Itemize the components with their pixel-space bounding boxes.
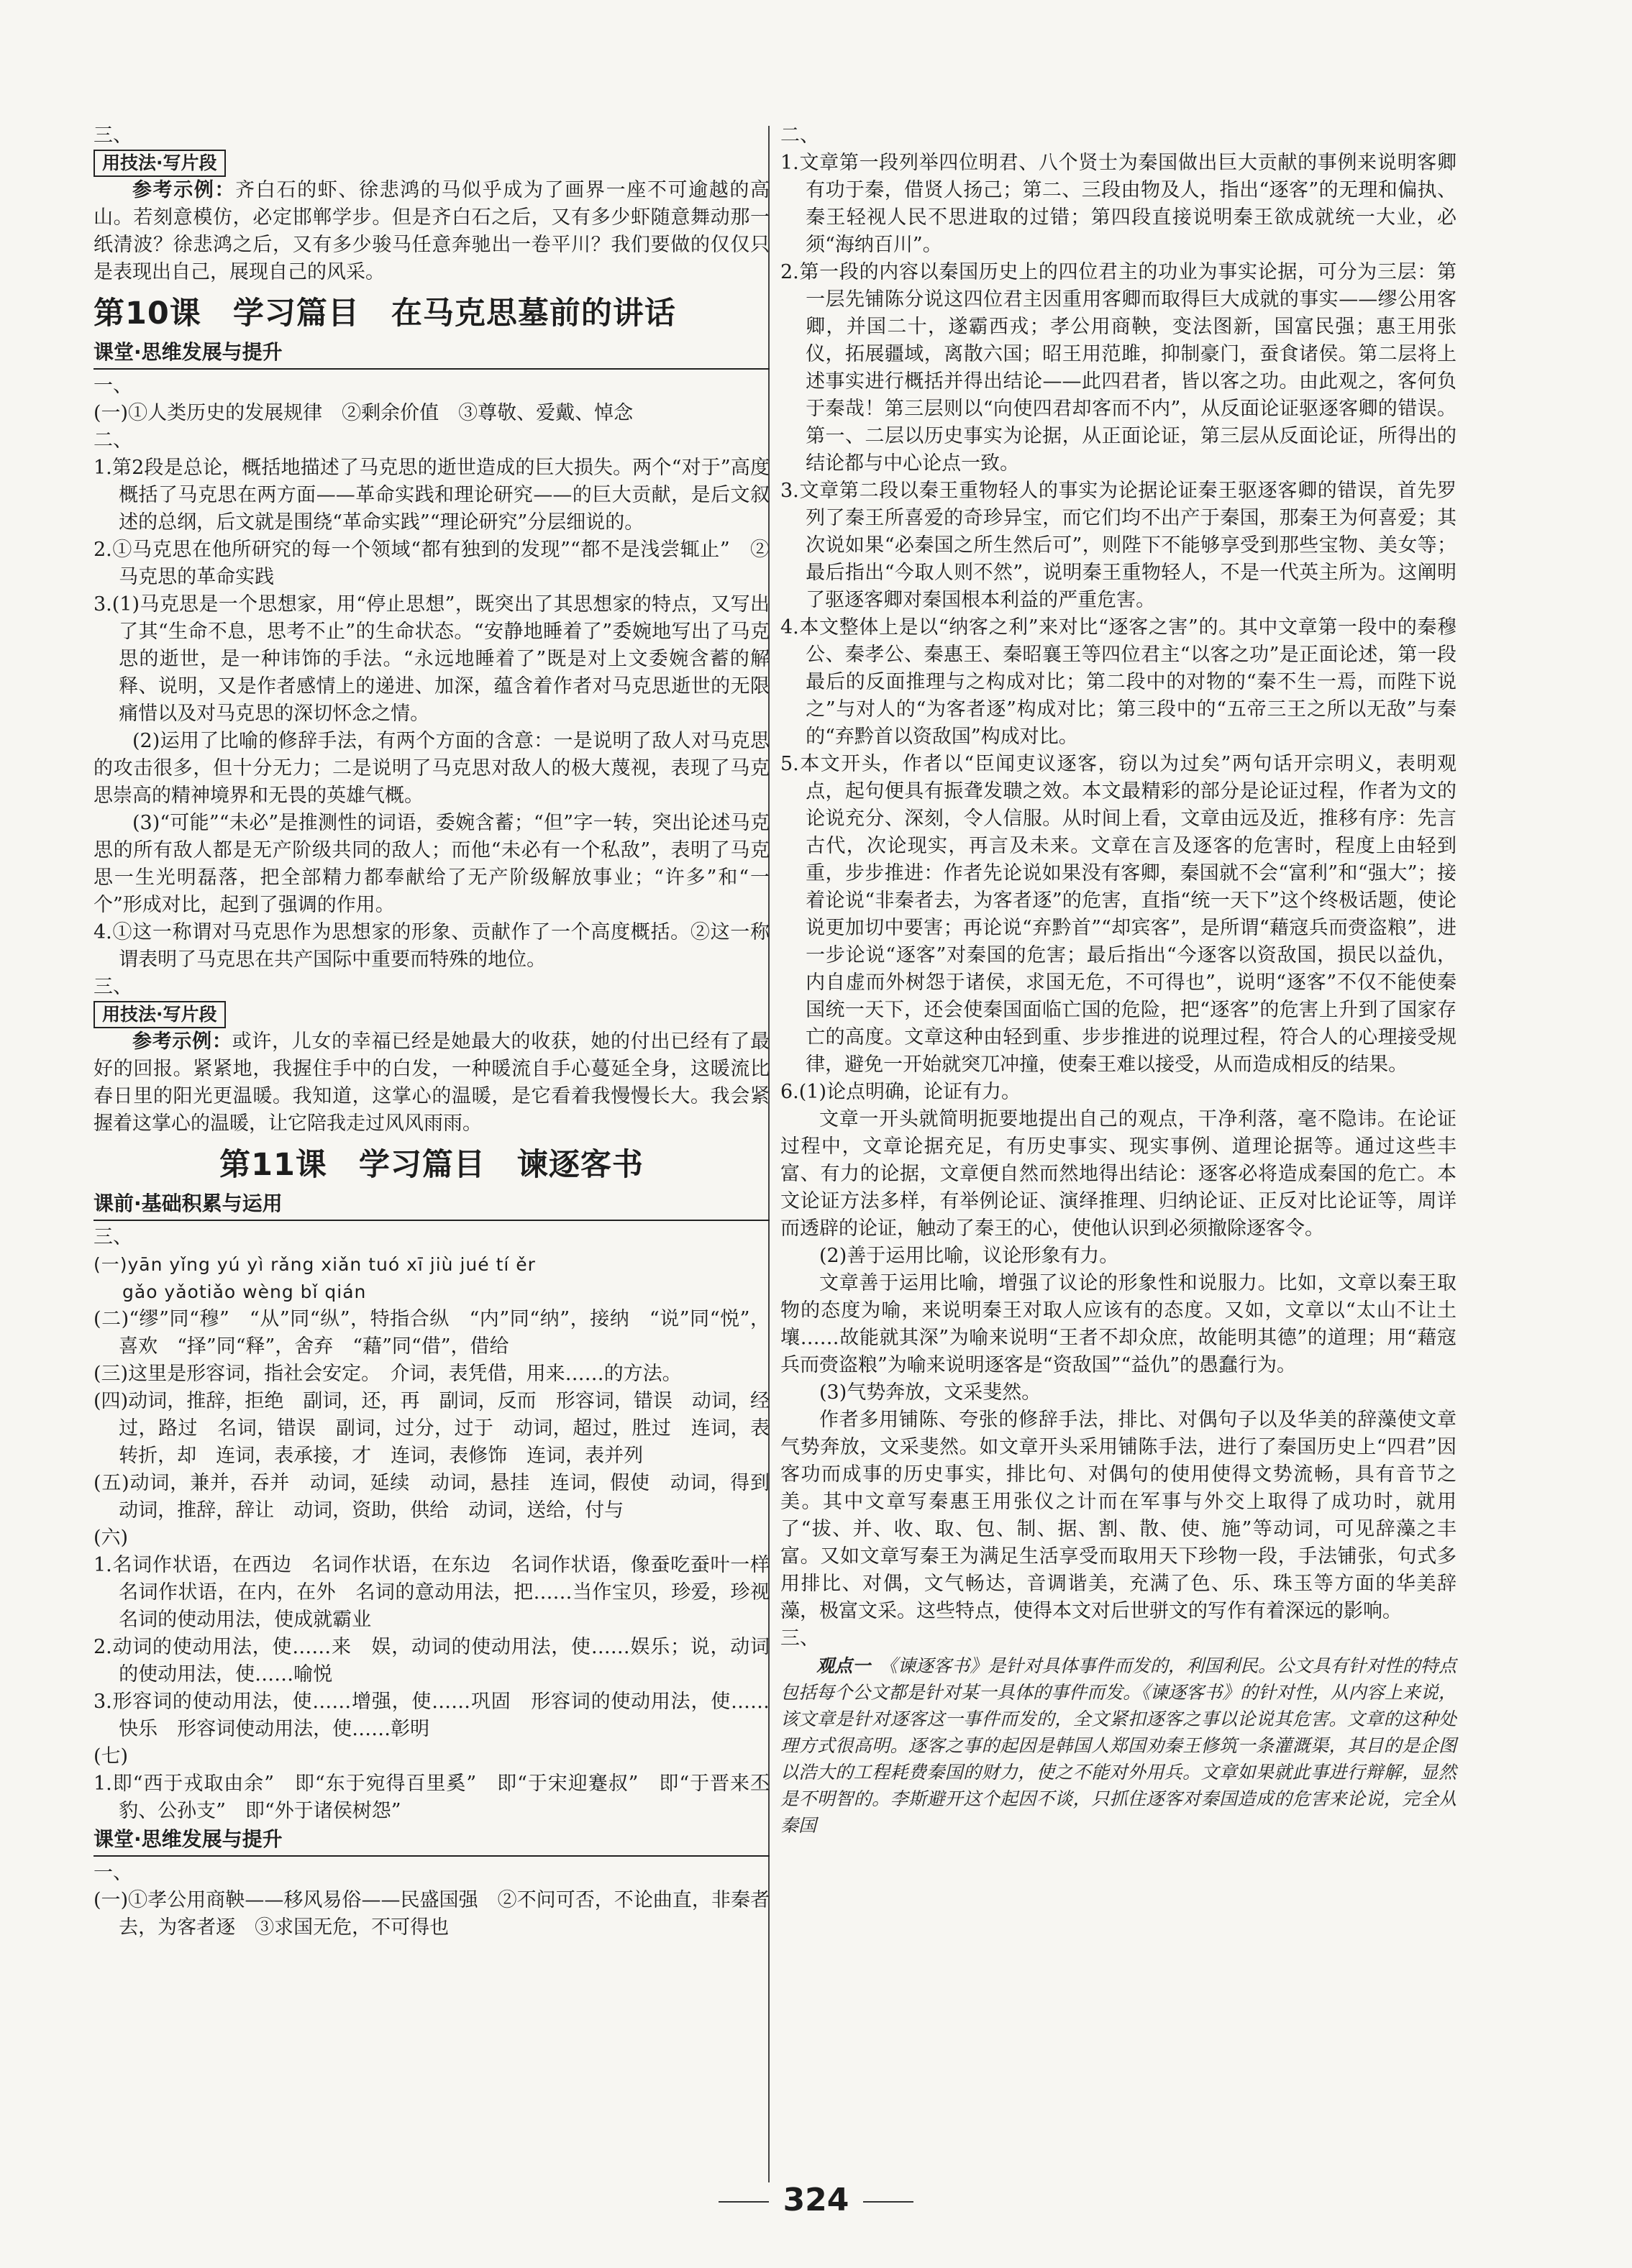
write-paragraph-tag: 用技法·写片段 [94, 150, 226, 177]
handwritten-viewpoint [780, 1652, 1457, 1839]
part-heading: 二、 [780, 124, 819, 147]
viewpoint-label: 观点一 [816, 1655, 871, 1676]
part-heading: 三、 [94, 976, 132, 998]
sample-label: 参考示例： [132, 179, 236, 201]
class-section-heading: 课堂·思维发展与提升 [94, 1825, 770, 1857]
answer-item: 1.文章第一段列举四位明君、八个贤士为秦国做出巨大贡献的事例来说明客卿有功于秦，借贤人扬己；第二、三段由物及人，指出“逐客”的无理和偏执、秦王轻视人民不思进取的过错；第四段直接说明秦王欲成就统一大业，必须“海纳百川”。 [780, 152, 1457, 256]
answer-item: 2.①马克思在他所研究的每一个领域“都有独到的发现”“都不是浅尝辄止” ②马克思的革命实践 [94, 539, 770, 588]
answer-item: 3.(1)马克思是一个思想家，用“停止思想”，既突出了其思想家的特点，又写出了其“生命不息，思考不止”的生命状态。“安静地睡着了”委婉地写出了马克思的逝世，是一种讳饰的手法。“永远地睡着了”既是对上文委婉含蓄的解释、说明，又是作者感情上的递进、加深，蕴含着作者对马克思逝世的无限痛惜以及对马克思的深切怀念之情。 [94, 593, 770, 725]
section-heading: 三、 [94, 124, 132, 147]
class-section-heading: 课堂·思维发展与提升 [94, 338, 770, 370]
part-heading: 一、 [94, 375, 132, 397]
answer-item: 作者多用铺陈、夸张的修辞手法，排比、对偶句子以及华美的辞藻使文章气势奔放，文采斐然。如文章开头采用铺陈手法，进行了秦国历史上“四君”因客功而成事的历史事实，排比句、对偶句的使用使得文势流畅，具有音节之美。其中文章写秦惠王用张仪之计而在军事与外交上取得了成功时，就用了“拔、并、收、取、包、制、据、割、散、使、施”等动词，可见辞藻之丰富。又如文章写秦王为满足生活享受而取用天下珍物一段，手法铺张，句式多用排比、对偶，文气畅达，音调谐美，充满了色、乐、珠玉等方面的华美辞藻，极富文采。这些特点，使得本文对后世骈文的写作有着深远的影响。 [780, 1409, 1457, 1622]
footer-dash-left [719, 2201, 769, 2203]
answer-item: (六) [94, 1527, 129, 1549]
page-number: 324 [783, 2182, 849, 2218]
sample-answer [94, 177, 770, 286]
answer-item: (七) [94, 1745, 129, 1768]
lesson-10-title: 第10课 学习篇目 在马克思墓前的讲话 [94, 296, 676, 331]
part-heading: 一、 [94, 1862, 132, 1884]
sample-text: 或许，儿女的幸福已经是她最大的收获，她的付出已经有了最好的回报。紧紧地，我握住手中的白发，一种暖流自手心蔓延全身，这暖流比春日里的阳光更温暖。我知道，这掌心的温暖，是它看着我慢慢长大。我会紧握着这掌心的温暖，让它陪我走过风风雨雨。 [94, 1030, 770, 1135]
answer-item: (一)①孝公用商鞅——移风易俗——民盛国强 ②不问可否，不论曲直，非秦者去，为客者逐 ③求国无危，不可得也 [94, 1889, 770, 1939]
answer-item: (一)①人类历史的发展规律 ②剩余价值 ③尊敬、爱戴、悼念 [94, 402, 634, 424]
answer-item: 2.动词的使动用法，使……来 娱，动词的使动用法，使……娱乐；说，动词的使动用法，使……喻悦 [94, 1636, 770, 1686]
footer-dash-right [863, 2201, 913, 2203]
right-column [780, 122, 1457, 1839]
answer-item: (3)气势奔放，文采斐然。 [819, 1381, 1041, 1404]
answer-item: (三)这里是形容词，指社会安定。 介词，表凭借，用来……的方法。 [94, 1363, 682, 1385]
answer-item: (五)动词，兼并，吞并 动词，延续 动词，悬挂 连词，假使 动词，得到 动词，推辞，辞让 动词，资助，供给 动词，送给，付与 [94, 1472, 789, 1522]
answer-item: 1.即“西于戎取由余” 即“东于宛得百里奚” 即“于宋迎蹇叔” 即“于晋来丕豹、公孙支” 即“外于诸侯树怨” [94, 1773, 770, 1822]
answer-item: 3.文章第二段以秦王重物轻人的事实为论据论证秦王驱逐客卿的错误，首先罗列了秦王所喜爱的奇珍异宝，而它们均不出产于秦国，那秦王为何喜爱；其次说如果“必秦国之所生然后可”，则陛下不能够享受到那些宝物、美女等；最后指出“今取人则不然”，说明秦王重物轻人，不是一代英主所为。这阐明了驱逐客卿对秦国根本利益的严重危害。 [780, 480, 1457, 611]
answer-item: (3)“可能”“未必”是推测性的词语，委婉含蓄；“但”字一转，突出论述马克思的所有敌人都是无产阶级共同的敌人；而他“未必有一个私敌”，表明了马克思一生光明磊落，把全部精力都奉献给了无产阶级解放事业；“许多”和“一个”形成对比，起到了强调的作用。 [94, 812, 770, 916]
sample-answer [94, 1028, 770, 1138]
answer-item: 文章善于运用比喻，增强了议论的形象性和说服力。比如，文章以秦王取物的态度为喻，来说明秦王对取人应该有的态度。又如，文章以“太山不让土壤……故能就其深”为喻来说明“王者不却众庶，故能明其德”的道理；用“藉寇兵而赍盗粮”为喻来说明逐客是“资敌国”“益仇”的愚蠢行为。 [780, 1272, 1457, 1376]
answer-item: 6.(1)论点明确，论证有力。 [780, 1081, 1021, 1103]
answer-item: (二)“缪”同“穆” “从”同“纵”，特指合纵 “内”同“纳”，接纳 “说”同“悦”，喜欢 “择”同“释”，舍弃 “藉”同“借”，借给 [94, 1308, 770, 1358]
answer-item: 4.①这一称谓对马克思作为思想家的形象、贡献作了一个高度概括。②这一称谓表明了马克思在共产国际中重要而特殊的地位。 [94, 921, 770, 971]
lesson-11-title: 第11课 学习篇目 谏逐客书 [219, 1147, 644, 1183]
answer-item: 1.名词作状语，在西边 名词作状语，在东边 名词作状语，像蚕吃蚕叶一样 名词作状语，在内，在外 名词的意动用法，把……当作宝贝，珍爱，珍视 名词的使动用法，使成就霸业 [94, 1554, 789, 1631]
answer-item: 2.第一段的内容以秦国历史上的四位君主的功业为事实论据，可分为三层：第一层先铺陈分说这四位君主因重用客卿而取得巨大成就的事实——缪公用客卿，并国二十，遂霸西戎；孝公用商鞅，变法图新，国富民强；惠王用张仪，拓展疆域，离散六国；昭王用范雎，抑制豪门，蚕食诸侯。第二层将上述事实进行概括并得出结论——此四君者，皆以客之功。由此观之，客何负于秦哉！第三层则以“向使四君却客而不内”，从反面论证驱逐客卿的错误。第一、二层以历史事实为论据，从正面论证，第三层从反面论证，所得出的结论都与中心论点一致。 [780, 261, 1457, 475]
page-footer [0, 2179, 1632, 2222]
answer-item: 4.本文整体上是以“纳客之利”来对比“逐客之害”的。其中文章第一段中的秦穆公、秦孝公、秦惠王、秦昭襄王等四位君主“以客之功”是正面论述，第一段最后的反面推理与之构成对比；第二段中的对物的“秦不生一焉，而陛下说之”与对人的“为客者逐”构成对比；第三段中的“五帝三王之所以无敌”与秦的“弃黔首以资敌国”构成对比。 [780, 616, 1457, 748]
viewpoint-text: 《谏逐客书》是针对具体事件而发的，利国利民。公文具有针对性的特点包括每个公文都是针对某一具体的事件而发。《谏逐客书》的针对性，从内容上来说，该文章是针对逐客这一事件而发的，全文紧扣逐客之事以论说其危害。文章的这种处理方式很高明。逐客之事的起因是韩国人郑国劝秦王修筑一条灌溉渠，其目的是企图以浩大的工程耗费秦国的财力，使之不能对外用兵。文章如果就此事进行辩解，显然是不明智的。李斯避开这个起因不谈，只抓住逐客对秦国造成的危害来论说，完全从秦国 [780, 1655, 1457, 1836]
answer-item: 5.本文开头，作者以“臣闻吏议逐客，窃以为过矣”两句话开宗明义，表明观点，起句便具有振聋发聩之效。本文最精彩的部分是论证过程，作者为文的论说充分、深刻，令人信服。从时间上看，文章由远及近，推移有序：先言古代，次论现实，再言及未来。文章在言及逐客的危害时，程度上由轻到重，步步推进：作者先论说如果没有客卿，秦国就不会“富利”和“强大”；接着论说“非秦者去，为客者逐”的危害，直指“统一天下”这个终极话题，使论说更加切中要害；再论说“弃黔首”“却宾客”，是所谓“藉寇兵而赍盗粮”，进一步论说“逐客”对秦国的危害；最后指出“今逐客以资敌国，损民以益仇，内自虚而外树怨于诸侯，求国无危，不可得也”，说明“逐客”不仅不能使秦国统一天下，还会使秦国面临亡国的危险，把“逐客”的危害上升到了国家存亡的高度。文章这种由轻到重、步步推进的说理过程，符合人的心理接受规律，避免一开始就突兀冲撞，使秦王难以接受，从而造成相反的结果。 [780, 753, 1457, 1076]
answer-item: (四)动词，推辞，拒绝 副词，还，再 副词，反而 形容词，错误 动词，经过，路过 名词，错误 副词，过分，过于 动词，超过，胜过 连词，表转折，却 连词，表承接，才 连词，表修饰 连词，表并列 [94, 1390, 770, 1467]
part-heading: 二、 [94, 429, 132, 452]
pre-class-section-heading: 课前·基础积累与运用 [94, 1189, 770, 1221]
pinyin-line: gǎo yǎotiǎo wèng bǐ qián [122, 1281, 367, 1302]
answer-item: 1.第2段是总论，概括地描述了马克思的逝世造成的巨大损失。两个“对于”高度概括了马克思在两方面——革命实践和理论研究——的巨大贡献，是后文叙述的总纲，后文就是围绕“革命实践”“理论研究”分层细说的。 [94, 457, 770, 534]
part-heading: 三、 [94, 1226, 132, 1248]
answer-item: (2)善于运用比喻，议论形象有力。 [819, 1245, 1119, 1267]
left-column [94, 122, 789, 1942]
answer-item: 3.形容词的使动用法，使……增强，使……巩固 形容词的使动用法，使……快乐 形容词使动用法，使……彰明 [94, 1691, 770, 1740]
part-heading: 三、 [780, 1627, 819, 1650]
sample-text: 齐白石的虾、徐悲鸿的马似乎成为了画界一座不可逾越的高山。若刻意模仿，必定邯郸学步。但是齐白石之后，又有多少虾随意舞动那一纸清波？徐悲鸿之后，又有多少骏马任意奔驰出一卷平川？我们要做的仅仅只是表现出自己，展现自己的风采。 [94, 179, 770, 283]
write-paragraph-tag: 用技法·写片段 [94, 1001, 226, 1028]
answer-item: (2)运用了比喻的修辞手法，有两个方面的含意：一是说明了敌人对马克思的攻击很多，但十分无力；二是说明了马克思对敌人的极大蔑视，表现了马克思崇高的精神境界和无畏的英雄气概。 [94, 730, 770, 807]
pinyin-line: (一)yān yǐng yú yì rǎng xiǎn tuó xī jiù jué tí ěr [94, 1254, 536, 1275]
sample-label: 参考示例： [132, 1030, 232, 1053]
answer-item: 文章一开头就简明扼要地提出自己的观点，干净利落，毫不隐讳。在论证过程中，文章论据充足，有历史事实、现实事例、道理论据等。通过这些丰富、有力的论据，文章便自然而然地得出结论：逐客必将造成秦国的危亡。本文论证方法多样，有举例论证、演绎推理、归纳论证、正反对比论证等，周详而透辟的论证，触动了秦王的心，使他认识到必须撤除逐客令。 [780, 1108, 1457, 1240]
